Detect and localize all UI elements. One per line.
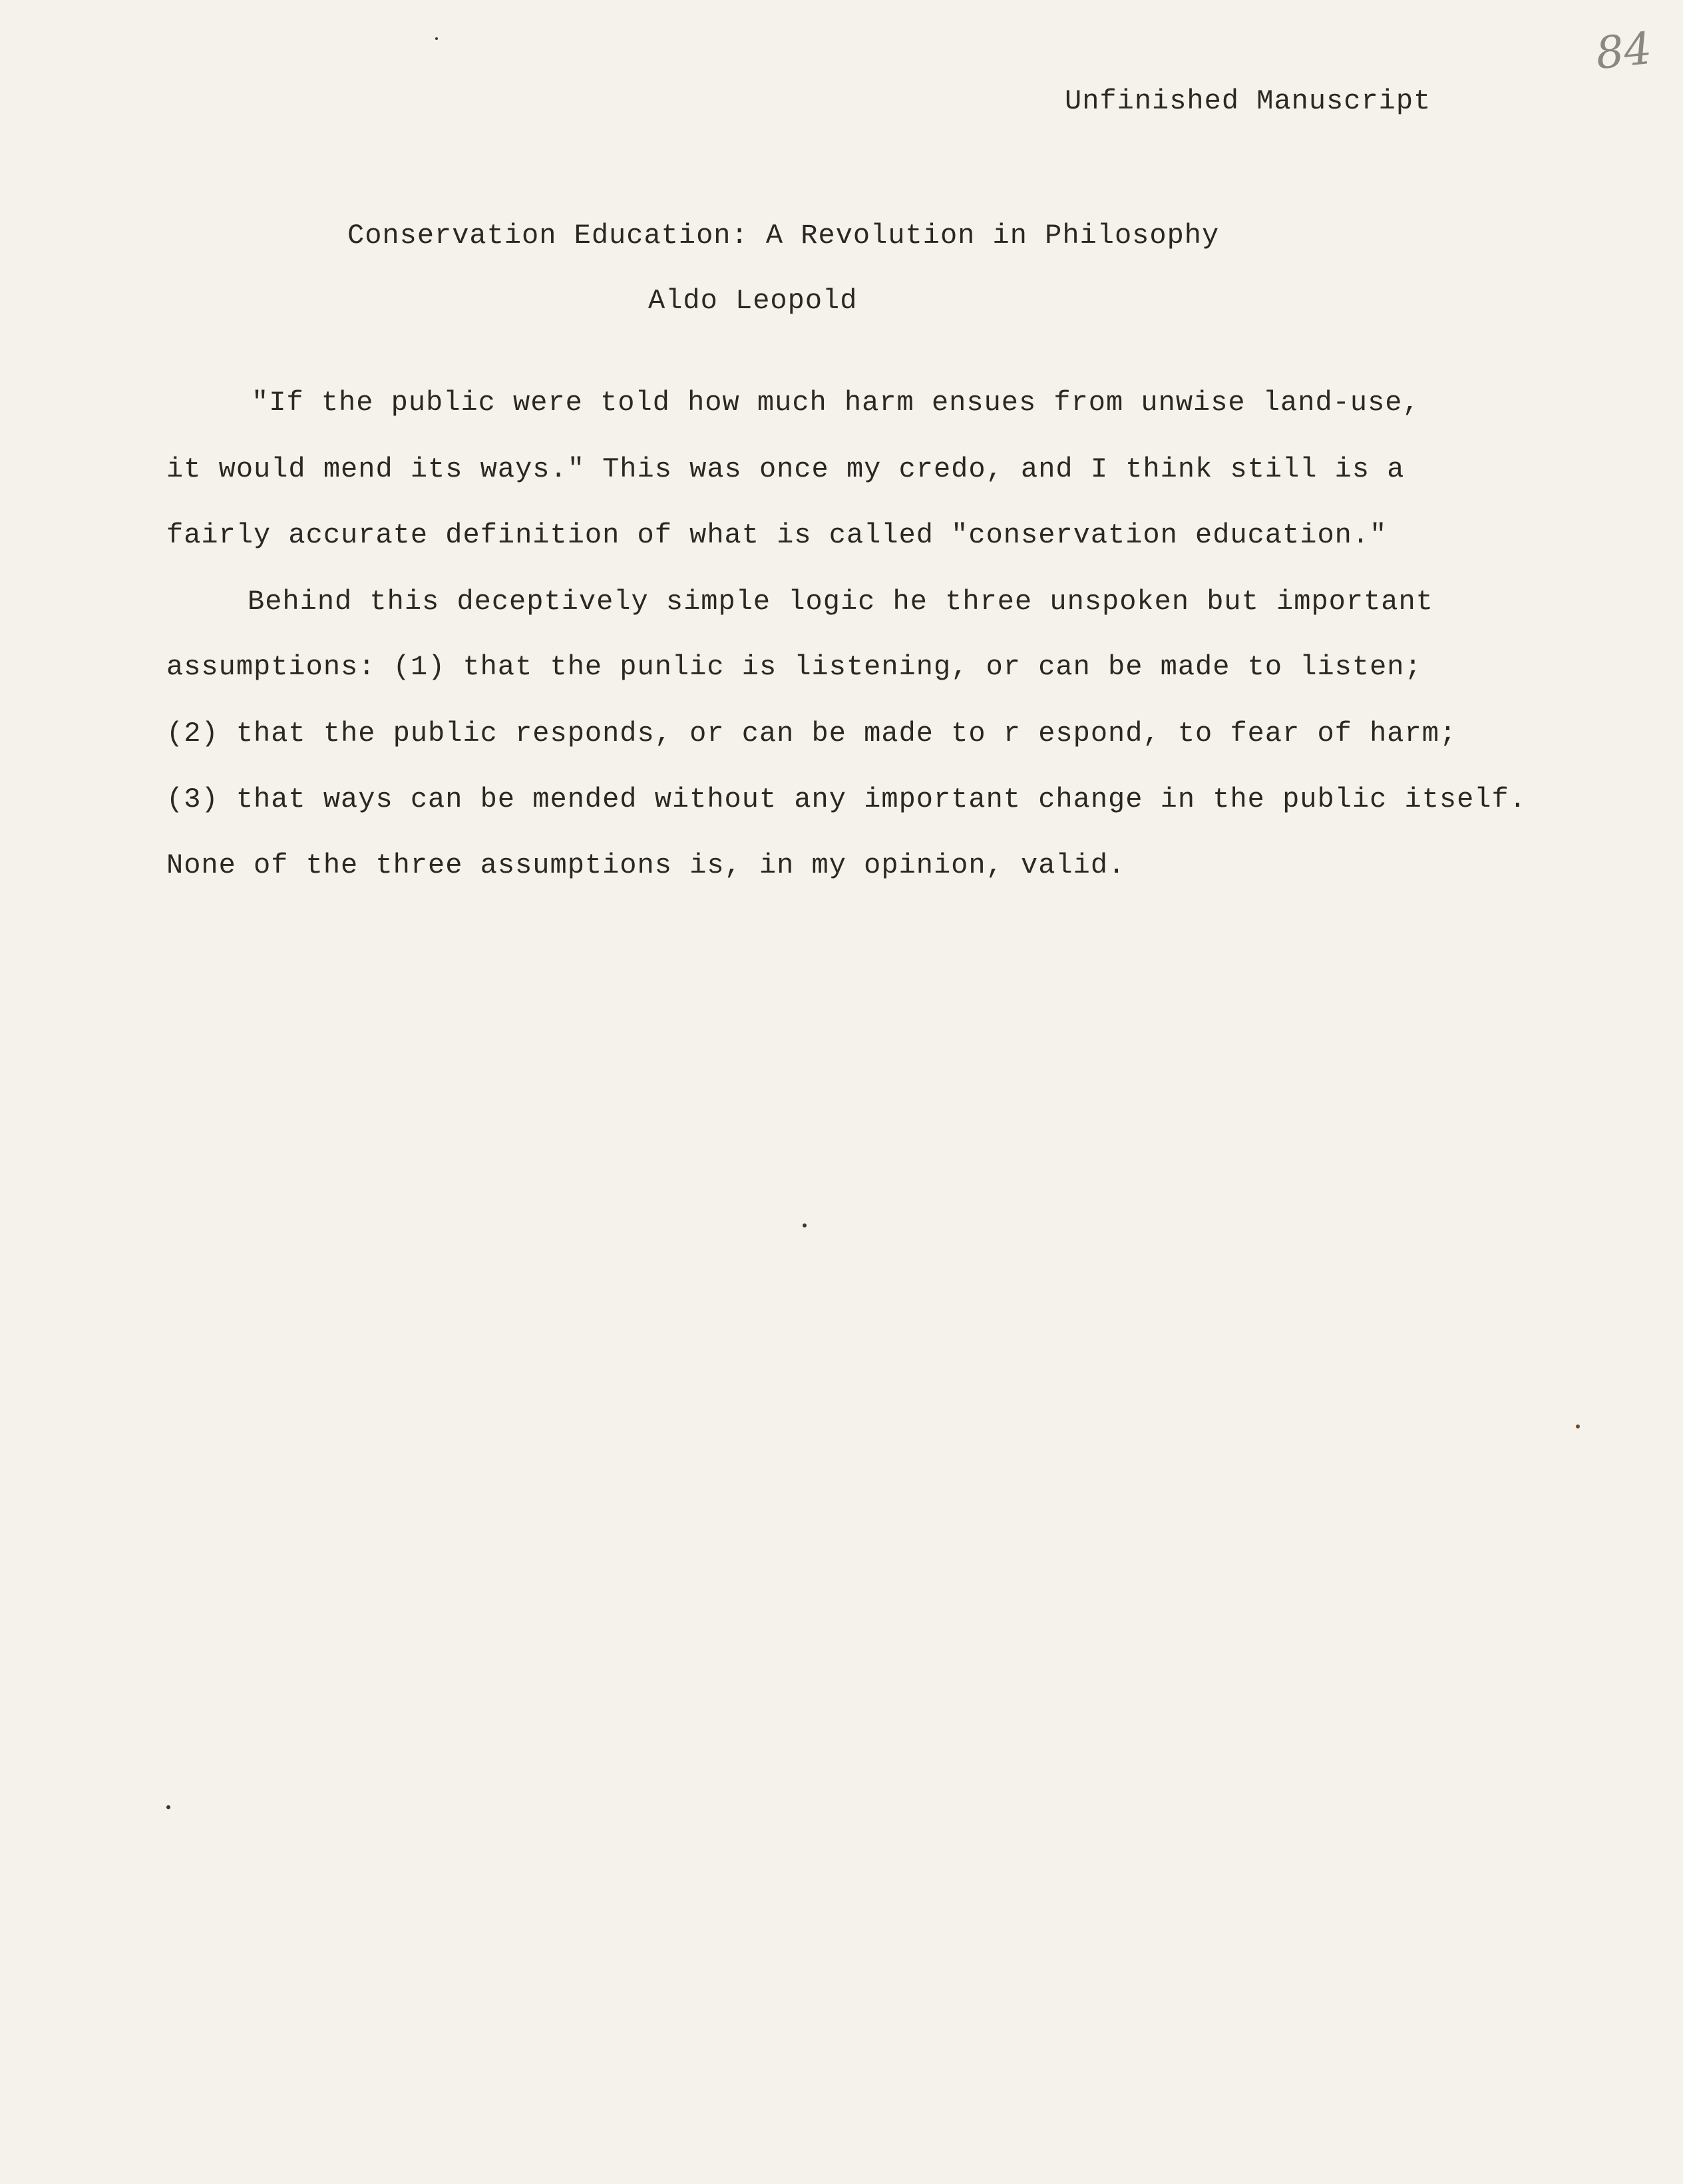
body-line: Behind this deceptively simple logic he three unspoken but important	[248, 586, 1433, 618]
manuscript-status: Unfinished Manuscript	[1065, 85, 1431, 117]
paper-speck	[166, 1805, 170, 1809]
body-line: "If the public were told how much harm ensues from unwise land-use,	[252, 387, 1420, 419]
document-title: Conservation Education: A Revolution in Philosophy	[347, 220, 1220, 252]
body-line: (2) that the public responds, or can be made to r espond, to fear of harm;	[166, 718, 1457, 750]
body-line: it would mend its ways." This was once my credo, and I think still is a	[166, 453, 1405, 485]
paper-speck	[1576, 1424, 1580, 1428]
author-name: Aldo Leopold	[648, 285, 858, 317]
paper-speck	[803, 1223, 807, 1227]
body-line: fairly accurate definition of what is called "conservation education."	[166, 519, 1388, 551]
handwritten-page-number: 84	[1593, 22, 1654, 80]
paper-speck	[435, 37, 438, 40]
body-line: None of the three assumptions is, in my opinion, valid.	[166, 849, 1126, 881]
body-line: assumptions: (1) that the punlic is listening, or can be made to listen;	[166, 651, 1422, 683]
body-line: (3) that ways can be mended without any important change in the public itself.	[166, 783, 1527, 815]
